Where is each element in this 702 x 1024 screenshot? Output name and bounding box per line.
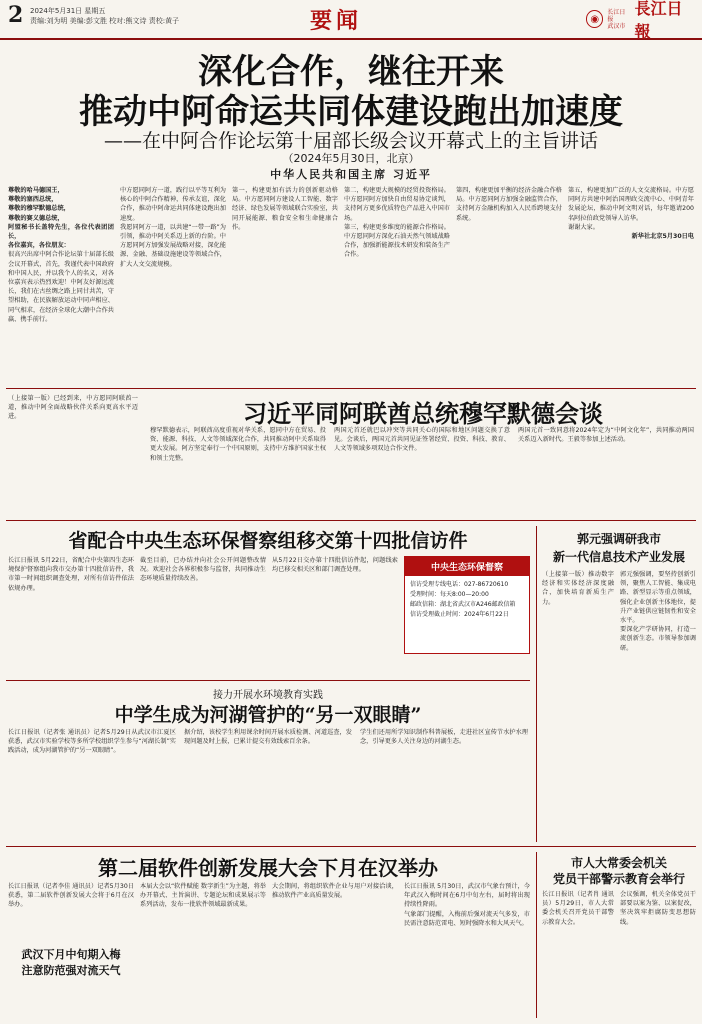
lead-column-6	[568, 186, 694, 382]
page-number: 2	[8, 2, 24, 28]
lead-body-4: 第一，构建更加有活力的创新驱动格局。中方愿同阿方建设人工智能、数字经济、绿色发展等领域联合实验室，共同开展能源、粮食安全和生命健康合作。	[232, 187, 338, 231]
divider-school	[6, 846, 696, 847]
school-lede: 长江日报讯（记者张 通讯员）记者5月29日从武汉市江夏区获悉，武汉市实验学校等多所学校组织学生参与“河湖长制”实践活动，成为河湖管护的“另一双眼睛”。	[8, 729, 176, 755]
tech-column-2	[620, 570, 696, 840]
school-body-2: 学生们还用所学知识制作科普展板，走进社区宣传节水护水理念，引导更多人关注身边的河湖生态。	[360, 729, 528, 746]
forum-column-2	[140, 882, 266, 1018]
tech-lede: （上接第一版）推动数字经济和实体经济深度融合，加快培育新质生产力。	[542, 571, 614, 606]
forum-body: 本届大会以“软件赋能 数字新生”为主题，将举办开幕式、主旨演讲、专题论坛和成果展示等系列活动，发布一批软件领域最新成果。	[140, 883, 266, 909]
editors-line: 责编:刘为明 美编:彭文胜 校对:熊文诗 责校:黄子	[30, 17, 180, 25]
npc-headline-2: 党员干部警示教育会举行	[552, 872, 685, 886]
npc-column-1	[542, 890, 614, 1018]
legal-headline-2: 注意防范强对流天气	[21, 964, 121, 977]
lead-column-1	[8, 186, 114, 382]
school-column-1	[8, 728, 176, 840]
talks-column-1	[150, 426, 326, 514]
inspection-column-2	[140, 556, 266, 676]
legal-column	[404, 882, 530, 1018]
masthead-sub1: 长江日报	[607, 8, 626, 23]
tech-body-2: 要深化产学研协同，打造一流创新生态。市领导参加调研。	[620, 626, 696, 652]
divider-inspection	[6, 680, 530, 681]
tech-kicker: 郭元强调研我市	[576, 532, 661, 546]
legal-body: 气象部门提醒，入梅前后强对流天气多发，市民需注意防范雷电、短时强降水和大风天气。	[404, 910, 530, 927]
greeting-5: 阿盟秘书长盖特先生，各位代表团团长，	[8, 223, 114, 241]
lead-title-2: 推动中阿命运共同体建设跑出加速度	[79, 92, 623, 132]
lead-column-3	[232, 186, 338, 382]
vertical-divider-2	[536, 852, 537, 1018]
issue-info	[30, 6, 179, 26]
tech-headline: 新一代信息技术产业发展	[552, 550, 685, 564]
talks-body: 穆罕默德表示，阿联酋高度重视对华关系，愿同中方在贸易、投资、能源、科技、人文等领域深化合作，共同推动阿中关系取得更大发展。阿方坚定奉行一个中国原则，支持中方维护国家主权和领土完整。	[150, 427, 326, 462]
issue-date: 2024年5月31日 星期五	[30, 7, 106, 15]
masthead-sub2: 武汉市	[607, 22, 626, 30]
section-title: 要闻	[310, 8, 363, 34]
greeting-2: 尊敬的塞西总统，	[8, 196, 58, 204]
school-column-3	[360, 728, 528, 840]
inspection-body-2: 从5月22日交办第十四批信访件起，问题线索均已移交相关区和部门调查处理。	[272, 557, 398, 574]
forum-column-1	[8, 882, 134, 942]
lead-body-1: 很高兴出席中阿合作论坛第十届部长级会议开幕式，首先，我谨代表中国政府和中国人民，并以我个人的名义，对各位嘉宾表示热烈欢迎！中阿友好源远流长，我们在古丝绸之路上同甘共苦，守望相助，在民族解放运动中同声相应、同气相求，在经济全球化大潮中合作共赢、携手前行。	[8, 251, 114, 323]
lead-closing: 谢谢大家。	[568, 223, 599, 231]
npc-column-2	[620, 890, 696, 1018]
lead-dateline: （2024年5月30日，北京）	[282, 152, 420, 165]
npc-headline: 市人大常委会机关	[570, 856, 667, 870]
lead-author: 中华人民共和国主席 习近平	[270, 168, 432, 181]
school-column-2	[184, 728, 352, 840]
lead-title-1: 深化合作，继往开来	[198, 52, 504, 92]
forum-body-2: 大会期间，将组织软件企业与用户对接洽谈，推动软件产业高质量发展。	[272, 883, 398, 900]
talks-body-3: 两国元首一致同意将2024年定为“中阿文化年”，共同推动两国关系迈入新时代。王毅等参加上述活动。	[518, 427, 694, 444]
talks-headline: 习近平同阿联酋总统穆罕默德会谈	[243, 399, 603, 428]
lead-body-3: 我愿同阿方一道，以共建“一带一路”为引领，推动中阿关系迈上新的台阶。中方愿同阿方加强发展战略对接，深化能源、金融、基础设施建设等领域合作，扩大人文交流规模。	[120, 223, 226, 268]
divider-lead	[6, 388, 696, 389]
school-body: 据介绍，该校学生利用课余时间开展水质检测、河道巡查，发现问题及时上报，已累计提交有效线索百余条。	[184, 729, 352, 746]
inspection-lede: 长江日报讯 5月22日，省配合中央第四生态环境保护督察组向我市交办第十四批信访件，我市第一时间组织调查处理，对所有信访件依法依规办理。	[8, 557, 134, 592]
divider-talks	[6, 520, 696, 521]
vertical-divider	[536, 526, 537, 842]
notice-line-4: 信访受理截止时间：2024年6月22日	[410, 611, 509, 618]
school-kicker: 接力开展水环境教育实践	[213, 690, 323, 701]
npc-lede: 长江日报讯（记者肖 通讯员）5月29日，市人大常委会机关召开党员干部警示教育大会。	[542, 891, 614, 926]
inspection-column-3	[272, 556, 398, 676]
forum-column-3	[272, 882, 398, 1018]
talks-column-3	[518, 426, 694, 514]
legal-headline: 武汉下月中旬期入梅	[21, 948, 121, 961]
greeting-4: 尊敬的赛义德总统，	[8, 214, 64, 222]
forum-headline: 第二届软件创新发展大会下月在汉举办	[98, 856, 438, 880]
inspection-column-1	[8, 556, 134, 676]
lead-continuation	[8, 394, 138, 486]
lead-body-5: 第二，构建更大规模的经贸投资格局。中方愿同阿方加快自由贸易协定谈判，支持阿方更多优质特色产品进入中国市场。	[344, 187, 450, 222]
lead-body-8: 第五，构建更加广泛的人文交流格局。中方愿同阿方共建中阿治国理政交流中心、中阿青年发展论坛，推动中阿文明对话，每年邀请200名阿拉伯政党领导人访华。	[568, 187, 694, 222]
forum-lede: 长江日报讯（记者李佳 通讯员）记者5月30日获悉，第二届软件创新发展大会将于6月在汉举办。	[8, 883, 134, 909]
school-headline: 中学生成为河湖管护的“另一双眼睛”	[114, 704, 422, 726]
masthead-seal-icon: ◉	[586, 10, 603, 28]
notice-line-2: 受理时间：每天8:00—20:00	[410, 591, 489, 598]
lead-subtitle: ——在中阿合作论坛第十届部长级会议开幕式上的主旨讲话	[103, 130, 598, 152]
talks-column-2	[334, 426, 510, 514]
lead-body-7: 第四，构建更加平衡的经济金融合作格局。中方愿同阿方加强金融监管合作，支持阿方金融机构加入人民币跨境支付系统。	[456, 187, 562, 222]
legal-lede: 长江日报讯 5月30日，武汉市气象台预计，今年武汉入梅时间在6月中旬左右，届时将出现持续性降雨。	[404, 883, 530, 909]
inspection-body: 截至目前，已办结并向社会公开问题整改情况。欢迎社会各界积极参与监督，共同推动生态环境质量持续改善。	[140, 557, 266, 583]
tech-column-1	[542, 570, 614, 840]
greeting-3: 尊敬的穆罕默德总统，	[8, 205, 70, 213]
lead-column-5	[456, 186, 562, 382]
greeting-1: 尊敬的哈马德国王，	[8, 187, 64, 194]
masthead-sub	[607, 9, 630, 30]
lead-column-2	[120, 186, 226, 382]
talks-body-2: 两国元首还就巴以冲突等共同关心的国际和地区问题交换了意见。会谈后，两国元首共同见证签署经贸、投资、科技、教育、人文等领域多项双边合作文件。	[334, 427, 510, 453]
masthead	[586, 0, 696, 41]
inspection-notice-box	[404, 556, 530, 654]
talks-lede: （上接第一版）已经到来，中方愿同阿联酋一道，推动中阿全面战略伙伴关系向更高水平迈进。	[8, 395, 138, 421]
greeting-6: 各位嘉宾，各位朋友：	[8, 242, 70, 250]
lead-body-6: 第三，构建更多维度的能源合作格局。中方愿同阿方深化石油天然气领域战略合作，加强新能源技术研发和装备生产合作。	[344, 223, 450, 259]
masthead-name: 長江日報	[634, 0, 683, 41]
tech-body: 郭元强强调，要坚持创新引领，聚焦人工智能、集成电路、新型显示等重点领域，强化企业创新主体地位，提升产业链供应链韧性和安全水平。	[620, 571, 696, 625]
lead-column-4	[344, 186, 450, 382]
notice-title: 中央生态环保督察	[405, 557, 529, 576]
inspection-headline: 省配合中央生态环保督察组移交第十四批信访件	[68, 530, 468, 552]
lead-body-2: 中方愿同阿方一道，践行以平等互利为核心的中阿合作精神，传承友谊，深化合作，推动中阿命运共同体建设跑出加速度。	[120, 187, 226, 222]
lead-source: 新华社北京5月30日电	[631, 233, 694, 241]
notice-line-1: 信访受理专线电话：027-86720610	[410, 581, 509, 588]
npc-body: 会议强调，机关全体党员干部要以案为鉴、以案促改，坚决筑牢拒腐防变思想防线。	[620, 891, 696, 926]
notice-line-3: 邮政信箱：湖北省武汉市A246邮政信箱	[410, 601, 516, 608]
